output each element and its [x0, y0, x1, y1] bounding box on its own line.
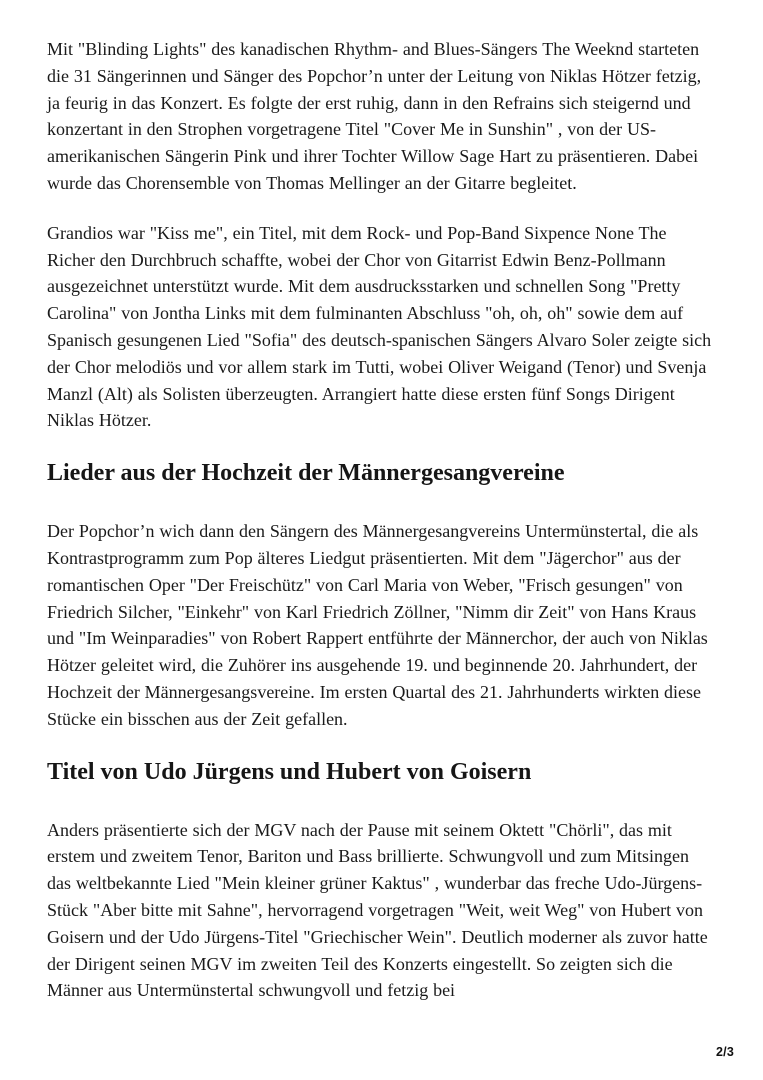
- paragraph: Grandios war "Kiss me", ein Titel, mit dem Rock- und Pop-Band Sixpence None The Richer den Durchbruch schaffte, wobei der Chor von Gitarrist Edwin Benz-Pollmann ausgezeichnet unterstützt wurde. Mit dem ausdrucksstarken und schnellen Song "Pretty Carolina" von Jontha Links mit dem fulminanten Abschluss "oh, oh, oh" sowie dem auf Spanisch gesungenen Lied "Sofia" des deutsch-spanischen Sängers Alvaro Soler zeigte sich der Chor melodiös und vor allem stark im Tutti, wobei Oliver Weigand (Tenor) und Svenja Manzl (Alt) als Solisten überzeugten. Arrangiert hatte diese ersten fünf Songs Dirigent Niklas Hötzer.: [47, 222, 712, 431]
- section-heading: Titel von Udo Jürgens und Hubert von Goisern: [47, 758, 532, 785]
- paragraph: Mit "Blinding Lights" des kanadischen Rhythm- and Blues-Sängers The Weeknd starteten die 31 Sängerinnen und Sänger des Popchor’n unter der Leitung von Niklas Hötzer fetzig, ja feurig in das Konzert. Es folgte der erst ruhig, dann in den Refrains sich steigernd und konzertant in den Strophen vorgetragene Titel "Cover Me in Sunshin" , von der US-amerikanischen Sängerin Pink und ihrer Tochter Willow Sage Hart zu präsentieren. Dabei wurde das Chorensemble von Thomas Mellinger an der Gitarre begleitet.: [47, 39, 702, 193]
- section-heading: Lieder aus der Hochzeit der Männergesangvereine: [47, 460, 565, 487]
- paragraph: Der Popchor’n wich dann den Sängern des Männergesangvereins Untermünstertal, die als Kontrastprogramm zum Pop älteres Liedgut präsentierten. Mit dem "Jägerchor" aus der romantischen Oper "Der Freischütz" von Carl Maria von Weber, "Frisch gesungen" von Friedrich Silcher, "Einkehr" von Karl Friedrich Zöllner, "Nimm dir Zeit" von Hans Kraus und "Im Weinparadies" von Robert Rappert entführte der Männerchor, der auch von Niklas Hötzer geleitet wird, die Zuhörer ins ausgehende 19. und beginnende 20. Jahrhundert, der Hochzeit der Männergesangsvereine. Im ersten Quartal des 21. Jahrhunderts wirkten diese Stücke ein bisschen aus der Zeit gefallen.: [47, 521, 708, 729]
- paragraph: Anders präsentierte sich der MGV nach der Pause mit seinem Oktett "Chörli", das mit erstem und zweitem Tenor, Bariton und Bass brillierte. Schwungvoll und zum Mitsingen das weltbekannte Lied "Mein kleiner grüner Kaktus" , wunderbar das freche Udo-Jürgens-Stück "Aber bitte mit Sahne", hervorragend vorgetragen "Weit, weit Weg" von Hubert von Goisern und der Udo Jürgens-Titel "Griechischer Wein". Deutlich moderner als zuvor hatte der Dirigent seinen MGV im zweiten Teil des Konzerts eingestellt. So zeigten sich die Männer aus Untermünstertal schwungvoll und fetzig bei: [47, 819, 708, 1001]
- page-indicator: 2/3: [716, 1045, 734, 1059]
